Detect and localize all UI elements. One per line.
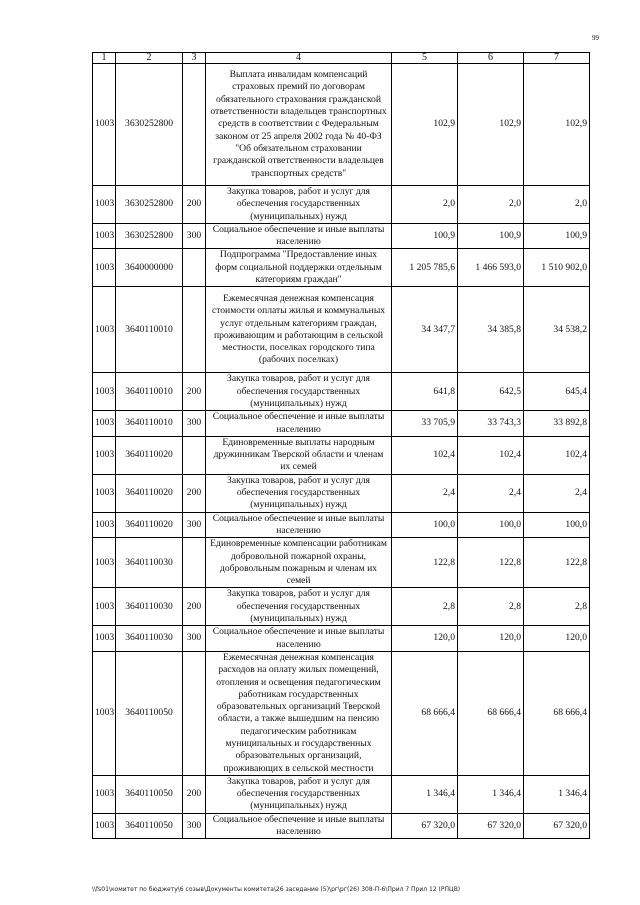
- col-header-5: 5: [392, 53, 458, 64]
- amount-year-3: 645,4: [524, 373, 590, 411]
- item-name: Ежемесячная денежная компенсация стоимости оплаты жилья и коммунальных услуг отдельным категориям граждан, проживающим и работающим в сельской местности, поселках городского типа (рабочих поселках): [206, 287, 392, 373]
- table-row: [93, 223, 590, 249]
- table-row: [93, 64, 590, 186]
- section-code: 1003: [93, 436, 116, 474]
- table-row: [93, 474, 590, 512]
- amount-year-3: 122,8: [524, 538, 590, 588]
- amount-year-2: 1 466 593,0: [458, 249, 524, 287]
- table-row: [93, 651, 590, 775]
- amount-year-3: 2,8: [524, 588, 590, 626]
- section-code: 1003: [93, 512, 116, 538]
- item-name: Социальное обеспечение и иные выплаты населению: [206, 626, 392, 652]
- amount-year-2: 68 666,4: [458, 651, 524, 775]
- amount-year-1: 100,0: [392, 512, 458, 538]
- item-name: Социальное обеспечение и иные выплаты населению: [206, 411, 392, 437]
- amount-year-1: 1 346,4: [392, 775, 458, 813]
- section-code: 1003: [93, 813, 116, 839]
- expense-type-code: [183, 249, 206, 287]
- budget-table: [92, 52, 590, 839]
- amount-year-3: 68 666,4: [524, 651, 590, 775]
- amount-year-3: 67 320,0: [524, 813, 590, 839]
- table-row: [93, 813, 590, 839]
- amount-year-2: 2,4: [458, 474, 524, 512]
- table-row: [93, 373, 590, 411]
- col-header-1: 1: [93, 53, 116, 64]
- amount-year-3: 2,0: [524, 186, 590, 224]
- table-row: [93, 436, 590, 474]
- amount-year-3: 102,9: [524, 64, 590, 186]
- target-article-code: 3640110010: [116, 411, 183, 437]
- section-code: 1003: [93, 249, 116, 287]
- amount-year-1: 102,4: [392, 436, 458, 474]
- amount-year-3: 120,0: [524, 626, 590, 652]
- target-article-code: 3640110010: [116, 373, 183, 411]
- item-name: Закупка товаров, работ и услуг для обеспечения государственных (муниципальных) нужд: [206, 775, 392, 813]
- expense-type-code: [183, 64, 206, 186]
- table-row: [93, 626, 590, 652]
- amount-year-2: 2,0: [458, 186, 524, 224]
- amount-year-1: 100,9: [392, 223, 458, 249]
- expense-type-code: 200: [183, 474, 206, 512]
- item-name: Закупка товаров, работ и услуг для обеспечения государственных (муниципальных) нужд: [206, 373, 392, 411]
- amount-year-1: 1 205 785,6: [392, 249, 458, 287]
- section-code: 1003: [93, 411, 116, 437]
- expense-type-code: 300: [183, 512, 206, 538]
- target-article-code: 3640110020: [116, 512, 183, 538]
- target-article-code: 3640110030: [116, 588, 183, 626]
- table-row: [93, 588, 590, 626]
- table-row: [93, 538, 590, 588]
- header-row: [93, 53, 590, 64]
- target-article-code: 3640110030: [116, 538, 183, 588]
- expense-type-code: 200: [183, 588, 206, 626]
- section-code: 1003: [93, 287, 116, 373]
- table-row: [93, 249, 590, 287]
- section-code: 1003: [93, 538, 116, 588]
- expense-type-code: 300: [183, 223, 206, 249]
- amount-year-2: 102,9: [458, 64, 524, 186]
- item-name: Закупка товаров, работ и услуг для обеспечения государственных (муниципальных) нужд: [206, 588, 392, 626]
- expense-type-code: 200: [183, 373, 206, 411]
- target-article-code: 3640110010: [116, 287, 183, 373]
- col-header-2: 2: [116, 53, 183, 64]
- footer-file-path: \\fs01\комитет по бюджету\6 созыв\Документы комитета\26 заседание (5)\рг\рг(26) 308-П-6\Прил 7 Прил 12 (РПЦВ): [92, 886, 461, 893]
- expense-type-code: 300: [183, 813, 206, 839]
- amount-year-1: 2,4: [392, 474, 458, 512]
- amount-year-3: 1 510 902,0: [524, 249, 590, 287]
- amount-year-2: 34 385,8: [458, 287, 524, 373]
- amount-year-1: 2,8: [392, 588, 458, 626]
- amount-year-1: 33 705,9: [392, 411, 458, 437]
- expense-type-code: 300: [183, 626, 206, 652]
- col-header-6: 6: [458, 53, 524, 64]
- section-code: 1003: [93, 186, 116, 224]
- item-name: Социальное обеспечение и иные выплаты населению: [206, 512, 392, 538]
- amount-year-3: 100,9: [524, 223, 590, 249]
- target-article-code: 3640110050: [116, 813, 183, 839]
- amount-year-1: 102,9: [392, 64, 458, 186]
- expense-type-code: [183, 538, 206, 588]
- amount-year-3: 102,4: [524, 436, 590, 474]
- expense-type-code: 200: [183, 775, 206, 813]
- item-name: Социальное обеспечение и иные выплаты населению: [206, 813, 392, 839]
- item-name: Единовременные компенсации работникам добровольной пожарной охраны, добровольным пожарным и членам их семей: [206, 538, 392, 588]
- table-row: [93, 411, 590, 437]
- expense-type-code: [183, 651, 206, 775]
- item-name: Выплата инвалидам компенсаций страховых премий по договорам обязательного страхования гражданской ответственности владельцев транспортных средств в соответствии с Федеральным законом от 25 апреля 2002 года № 40-ФЗ "Об обязательном страховании гражданской ответственности владельцев транспортных средств": [206, 64, 392, 186]
- amount-year-2: 642,5: [458, 373, 524, 411]
- table-row: [93, 287, 590, 373]
- target-article-code: 3640110050: [116, 651, 183, 775]
- amount-year-1: 67 320,0: [392, 813, 458, 839]
- amount-year-1: 34 347,7: [392, 287, 458, 373]
- section-code: 1003: [93, 223, 116, 249]
- section-code: 1003: [93, 626, 116, 652]
- item-name: Единовременные выплаты народным дружинникам Тверской области и членам их семей: [206, 436, 392, 474]
- amount-year-2: 100,9: [458, 223, 524, 249]
- amount-year-2: 2,8: [458, 588, 524, 626]
- col-header-3: 3: [183, 53, 206, 64]
- section-code: 1003: [93, 373, 116, 411]
- amount-year-3: 34 538,2: [524, 287, 590, 373]
- amount-year-3: 33 892,8: [524, 411, 590, 437]
- col-header-4: 4: [206, 53, 392, 64]
- expense-type-code: 300: [183, 411, 206, 437]
- amount-year-1: 641,8: [392, 373, 458, 411]
- amount-year-2: 120,0: [458, 626, 524, 652]
- target-article-code: 3640110020: [116, 474, 183, 512]
- item-name: Закупка товаров, работ и услуг для обеспечения государственных (муниципальных) нужд: [206, 186, 392, 224]
- expense-type-code: [183, 436, 206, 474]
- amount-year-2: 102,4: [458, 436, 524, 474]
- amount-year-3: 2,4: [524, 474, 590, 512]
- expense-type-code: 200: [183, 186, 206, 224]
- amount-year-3: 1 346,4: [524, 775, 590, 813]
- amount-year-3: 100,0: [524, 512, 590, 538]
- target-article-code: 3640110050: [116, 775, 183, 813]
- item-name: Закупка товаров, работ и услуг для обеспечения государственных (муниципальных) нужд: [206, 474, 392, 512]
- target-article-code: 3630252800: [116, 223, 183, 249]
- amount-year-1: 122,8: [392, 538, 458, 588]
- col-header-7: 7: [524, 53, 590, 64]
- amount-year-1: 120,0: [392, 626, 458, 652]
- target-article-code: 3640000000: [116, 249, 183, 287]
- amount-year-2: 67 320,0: [458, 813, 524, 839]
- expense-type-code: [183, 287, 206, 373]
- amount-year-2: 122,8: [458, 538, 524, 588]
- section-code: 1003: [93, 474, 116, 512]
- amount-year-2: 1 346,4: [458, 775, 524, 813]
- section-code: 1003: [93, 64, 116, 186]
- item-name: Социальное обеспечение и иные выплаты населению: [206, 223, 392, 249]
- target-article-code: 3630252800: [116, 64, 183, 186]
- section-code: 1003: [93, 651, 116, 775]
- amount-year-2: 100,0: [458, 512, 524, 538]
- section-code: 1003: [93, 588, 116, 626]
- amount-year-1: 2,0: [392, 186, 458, 224]
- section-code: 1003: [93, 775, 116, 813]
- item-name: Подпрограмма "Предоставление иных форм социальной поддержки отдельным категориям граждан": [206, 249, 392, 287]
- page-number: 99: [592, 34, 599, 42]
- target-article-code: 3640110030: [116, 626, 183, 652]
- table-row: [93, 186, 590, 224]
- table-row: [93, 512, 590, 538]
- target-article-code: 3640110020: [116, 436, 183, 474]
- table-row: [93, 775, 590, 813]
- amount-year-2: 33 743,3: [458, 411, 524, 437]
- item-name: Ежемесячная денежная компенсация расходов на оплату жилых помещений, отопления и освещения педагогическим работникам государственных образовательных организаций Тверской области, а также вышедшим на пенсию педагогическим работникам муниципальных и государственных образовательных организаций, проживающих в сельской местности: [206, 651, 392, 775]
- amount-year-1: 68 666,4: [392, 651, 458, 775]
- target-article-code: 3630252800: [116, 186, 183, 224]
